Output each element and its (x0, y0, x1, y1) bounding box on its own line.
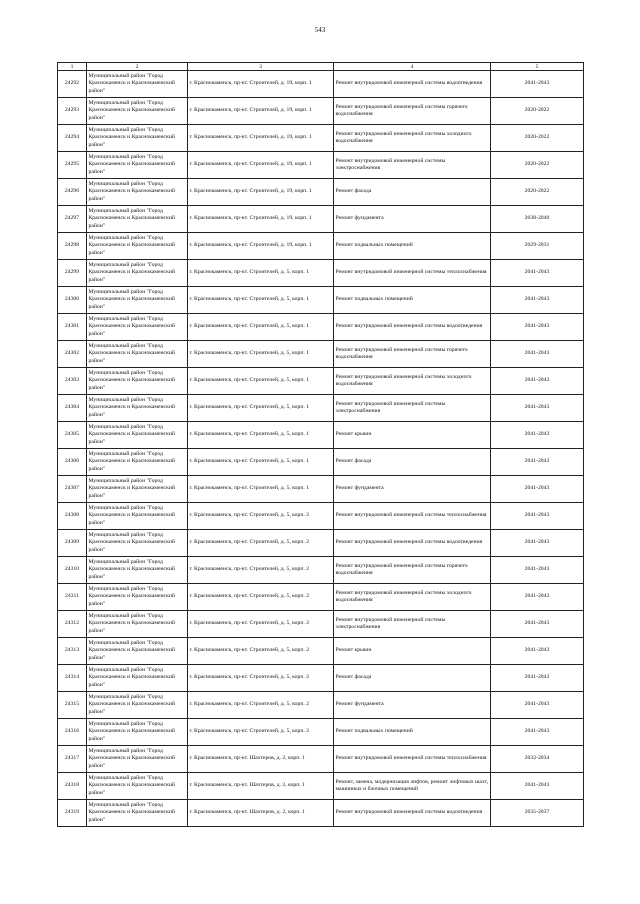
period-cell: 2041-2043 (491, 530, 584, 557)
municipality-cell: Муниципальный район "Город Краснокаменск и Краснокаменский район" (87, 233, 188, 260)
period-cell: 2041-2043 (491, 314, 584, 341)
table-row (58, 314, 584, 341)
municipality-cell: Муниципальный район "Город Краснокаменск и Краснокаменский район" (87, 152, 188, 179)
table-row (58, 773, 584, 800)
address-cell: г. Краснокаменск, пр-кт. Строителей, д. 5, корп. 1 (188, 341, 334, 368)
row-number-cell: 24304 (58, 395, 87, 422)
column-header-1: 1 (58, 63, 87, 71)
table-row (58, 287, 584, 314)
period-cell: 2035-2037 (491, 800, 584, 827)
row-number-cell: 24295 (58, 152, 87, 179)
work-type-cell: Ремонт внутридомовой инженерной системы теплоснабжения (334, 260, 491, 287)
row-number-cell: 24309 (58, 530, 87, 557)
register-table (57, 62, 584, 827)
period-cell: 2041-2043 (491, 287, 584, 314)
address-cell: г. Краснокаменск, пр-кт. Строителей, д. 19, корп. 1 (188, 179, 334, 206)
municipality-cell: Муниципальный район "Город Краснокаменск и Краснокаменский район" (87, 638, 188, 665)
work-type-cell: Ремонт подвальных помещений (334, 287, 491, 314)
page-number: 543 (314, 26, 326, 34)
address-cell: г. Краснокаменск, пр-кт. Строителей, д. 5, корп. 2 (188, 530, 334, 557)
municipality-cell: Муниципальный район "Город Краснокаменск и Краснокаменский район" (87, 719, 188, 746)
municipality-cell: Муниципальный район "Город Краснокаменск и Краснокаменский район" (87, 260, 188, 287)
municipality-cell: Муниципальный район "Город Краснокаменск и Краснокаменский район" (87, 692, 188, 719)
municipality-cell: Муниципальный район "Город Краснокаменск и Краснокаменский район" (87, 125, 188, 152)
address-cell: г. Краснокаменск, пр-кт. Строителей, д. 5, корп. 2 (188, 638, 334, 665)
row-number-cell: 24292 (58, 71, 87, 98)
work-type-cell: Ремонт внутридомовой инженерной системы холодного водоснабжения (334, 368, 491, 395)
table-row (58, 71, 584, 98)
table-row (58, 368, 584, 395)
row-number-cell: 24296 (58, 179, 87, 206)
period-cell: 2041-2043 (491, 557, 584, 584)
municipality-cell: Муниципальный район "Город Краснокаменск и Краснокаменский район" (87, 530, 188, 557)
row-number-cell: 24314 (58, 665, 87, 692)
period-cell: 2041-2043 (491, 449, 584, 476)
period-cell: 2041-2043 (491, 584, 584, 611)
municipality-cell: Муниципальный район "Город Краснокаменск и Краснокаменский район" (87, 422, 188, 449)
address-cell: г. Краснокаменск, пр-кт. Строителей, д. 5, корп. 1 (188, 260, 334, 287)
row-number-cell: 24307 (58, 476, 87, 503)
address-cell: г. Краснокаменск, пр-кт. Строителей, д. 19, корп. 1 (188, 98, 334, 125)
address-cell: г. Краснокаменск, пр-кт. Строителей, д. 5, корп. 2 (188, 503, 334, 530)
row-number-cell: 24299 (58, 260, 87, 287)
address-cell: г. Краснокаменск, пр-кт. Шахтеров, д. 2, корп. 1 (188, 800, 334, 827)
period-cell: 2041-2043 (491, 638, 584, 665)
address-cell: г. Краснокаменск, пр-кт. Строителей, д. 5, корп. 1 (188, 368, 334, 395)
municipality-cell: Муниципальный район "Город Краснокаменск и Краснокаменский район" (87, 503, 188, 530)
period-cell: 2038-2040 (491, 206, 584, 233)
work-type-cell: Ремонт внутридомовой инженерной системы водоотведения (334, 800, 491, 827)
work-type-cell: Ремонт крыши (334, 638, 491, 665)
address-cell: г. Краснокаменск, пр-кт. Строителей, д. 5, корп. 2 (188, 692, 334, 719)
table-row (58, 557, 584, 584)
municipality-cell: Муниципальный район "Город Краснокаменск и Краснокаменский район" (87, 287, 188, 314)
table-header-row (58, 63, 584, 71)
period-cell: 2041-2043 (491, 692, 584, 719)
period-cell: 2041-2043 (491, 503, 584, 530)
table-row (58, 584, 584, 611)
row-number-cell: 24313 (58, 638, 87, 665)
address-cell: г. Краснокаменск, пр-кт. Строителей, д. 5, корп. 2 (188, 584, 334, 611)
period-cell: 2041-2043 (491, 611, 584, 638)
period-cell: 2020-2022 (491, 152, 584, 179)
period-cell: 2041-2043 (491, 422, 584, 449)
work-type-cell: Ремонт фундамента (334, 692, 491, 719)
period-cell: 2041-2043 (491, 260, 584, 287)
municipality-cell: Муниципальный район "Город Краснокаменск и Краснокаменский район" (87, 665, 188, 692)
row-number-cell: 24308 (58, 503, 87, 530)
period-cell: 2041-2043 (491, 395, 584, 422)
row-number-cell: 24316 (58, 719, 87, 746)
work-type-cell: Ремонт внутридомовой инженерной системы водоотведения (334, 530, 491, 557)
work-type-cell: Ремонт фасада (334, 665, 491, 692)
table-row (58, 665, 584, 692)
row-number-cell: 24312 (58, 611, 87, 638)
municipality-cell: Муниципальный район "Город Краснокаменск и Краснокаменский район" (87, 584, 188, 611)
municipality-cell: Муниципальный район "Город Краснокаменск и Краснокаменский район" (87, 71, 188, 98)
address-cell: г. Краснокаменск, пр-кт. Строителей, д. 19, корп. 1 (188, 233, 334, 260)
address-cell: г. Краснокаменск, пр-кт. Шахтеров, д. 2, корп. 1 (188, 773, 334, 800)
row-number-cell: 24310 (58, 557, 87, 584)
column-header-5: 5 (491, 63, 584, 71)
work-type-cell: Ремонт внутридомовой инженерной системы электроснабжения (334, 395, 491, 422)
column-header-4: 4 (334, 63, 491, 71)
work-type-cell: Ремонт внутридомовой инженерной системы горячего водоснабжения (334, 557, 491, 584)
municipality-cell: Муниципальный район "Город Краснокаменск и Краснокаменский район" (87, 179, 188, 206)
table-row (58, 719, 584, 746)
table-row (58, 611, 584, 638)
table-row (58, 746, 584, 773)
municipality-cell: Муниципальный район "Город Краснокаменск и Краснокаменский район" (87, 800, 188, 827)
municipality-cell: Муниципальный район "Город Краснокаменск и Краснокаменский район" (87, 206, 188, 233)
table-row (58, 179, 584, 206)
table-row (58, 476, 584, 503)
work-type-cell: Ремонт внутридомовой инженерной системы водоотведения (334, 71, 491, 98)
period-cell: 2029-2031 (491, 233, 584, 260)
work-type-cell: Ремонт фундамента (334, 206, 491, 233)
period-cell: 2020-2022 (491, 98, 584, 125)
row-number-cell: 24318 (58, 773, 87, 800)
work-type-cell: Ремонт, замена, модернизация лифтов, ремонт лифтовых шахт, машинных и блочных помещений (334, 773, 491, 800)
table-row (58, 98, 584, 125)
row-number-cell: 24306 (58, 449, 87, 476)
municipality-cell: Муниципальный район "Город Краснокаменск и Краснокаменский район" (87, 341, 188, 368)
row-number-cell: 24298 (58, 233, 87, 260)
row-number-cell: 24301 (58, 314, 87, 341)
work-type-cell: Ремонт фасада (334, 179, 491, 206)
municipality-cell: Муниципальный район "Город Краснокаменск и Краснокаменский район" (87, 449, 188, 476)
municipality-cell: Муниципальный район "Город Краснокаменск и Краснокаменский район" (87, 746, 188, 773)
address-cell: г. Краснокаменск, пр-кт. Строителей, д. 5, корп. 1 (188, 314, 334, 341)
row-number-cell: 24302 (58, 341, 87, 368)
address-cell: г. Краснокаменск, пр-кт. Строителей, д. 5, корп. 2 (188, 557, 334, 584)
work-type-cell: Ремонт фасада (334, 449, 491, 476)
work-type-cell: Ремонт подвальных помещений (334, 233, 491, 260)
address-cell: г. Краснокаменск, пр-кт. Строителей, д. 19, корп. 1 (188, 71, 334, 98)
municipality-cell: Муниципальный район "Город Краснокаменск и Краснокаменский район" (87, 314, 188, 341)
table-row (58, 260, 584, 287)
table-row (58, 692, 584, 719)
work-type-cell: Ремонт внутридомовой инженерной системы горячего водоснабжения (334, 341, 491, 368)
work-type-cell: Ремонт внутридомовой инженерной системы теплоснабжения (334, 503, 491, 530)
municipality-cell: Муниципальный район "Город Краснокаменск и Краснокаменский район" (87, 773, 188, 800)
period-cell: 2032-2034 (491, 746, 584, 773)
work-type-cell: Ремонт фундамента (334, 476, 491, 503)
period-cell: 2020-2022 (491, 179, 584, 206)
row-number-cell: 24319 (58, 800, 87, 827)
municipality-cell: Муниципальный район "Город Краснокаменск и Краснокаменский район" (87, 557, 188, 584)
table-row (58, 503, 584, 530)
table-row (58, 422, 584, 449)
row-number-cell: 24303 (58, 368, 87, 395)
row-number-cell: 24300 (58, 287, 87, 314)
table-row (58, 206, 584, 233)
work-type-cell: Ремонт внутридомовой инженерной системы холодного водоснабжения (334, 584, 491, 611)
work-type-cell: Ремонт подвальных помещений (334, 719, 491, 746)
row-number-cell: 24311 (58, 584, 87, 611)
municipality-cell: Муниципальный район "Город Краснокаменск и Краснокаменский район" (87, 611, 188, 638)
work-type-cell: Ремонт внутридомовой инженерной системы горячего водоснабжения (334, 98, 491, 125)
row-number-cell: 24297 (58, 206, 87, 233)
column-header-2: 2 (87, 63, 188, 71)
period-cell: 2041-2043 (491, 476, 584, 503)
address-cell: г. Краснокаменск, пр-кт. Строителей, д. 19, корп. 1 (188, 125, 334, 152)
work-type-cell: Ремонт внутридомовой инженерной системы теплоснабжения (334, 746, 491, 773)
row-number-cell: 24293 (58, 98, 87, 125)
municipality-cell: Муниципальный район "Город Краснокаменск и Краснокаменский район" (87, 476, 188, 503)
address-cell: г. Краснокаменск, пр-кт. Строителей, д. 5, корп. 1 (188, 476, 334, 503)
period-cell: 2041-2043 (491, 719, 584, 746)
row-number-cell: 24305 (58, 422, 87, 449)
table-row (58, 395, 584, 422)
table-body (58, 71, 584, 827)
table-row (58, 449, 584, 476)
work-type-cell: Ремонт внутридомовой инженерной системы холодного водоснабжения (334, 125, 491, 152)
period-cell: 2041-2043 (491, 773, 584, 800)
address-cell: г. Краснокаменск, пр-кт. Строителей, д. 5, корп. 1 (188, 449, 334, 476)
address-cell: г. Краснокаменск, пр-кт. Строителей, д. 5, корп. 2 (188, 611, 334, 638)
table-row (58, 125, 584, 152)
work-type-cell: Ремонт крыши (334, 422, 491, 449)
work-type-cell: Ремонт внутридомовой инженерной системы электроснабжения (334, 152, 491, 179)
row-number-cell: 24294 (58, 125, 87, 152)
table-row (58, 800, 584, 827)
work-type-cell: Ремонт внутридомовой инженерной системы водоотведения (334, 314, 491, 341)
work-type-cell: Ремонт внутридомовой инженерной системы электроснабжения (334, 611, 491, 638)
municipality-cell: Муниципальный район "Город Краснокаменск и Краснокаменский район" (87, 98, 188, 125)
table-row (58, 233, 584, 260)
row-number-cell: 24315 (58, 692, 87, 719)
address-cell: г. Краснокаменск, пр-кт. Строителей, д. 5, корп. 2 (188, 665, 334, 692)
period-cell: 2041-2043 (491, 665, 584, 692)
address-cell: г. Краснокаменск, пр-кт. Строителей, д. 5, корп. 1 (188, 422, 334, 449)
period-cell: 2020-2022 (491, 125, 584, 152)
address-cell: г. Краснокаменск, пр-кт. Строителей, д. 5, корп. 2 (188, 719, 334, 746)
address-cell: г. Краснокаменск, пр-кт. Шахтеров, д. 2, корп. 1 (188, 746, 334, 773)
period-cell: 2041-2043 (491, 368, 584, 395)
address-cell: г. Краснокаменск, пр-кт. Строителей, д. 5, корп. 1 (188, 287, 334, 314)
municipality-cell: Муниципальный район "Город Краснокаменск и Краснокаменский район" (87, 368, 188, 395)
address-cell: г. Краснокаменск, пр-кт. Строителей, д. 19, корп. 1 (188, 206, 334, 233)
address-cell: г. Краснокаменск, пр-кт. Строителей, д. 5, корп. 1 (188, 395, 334, 422)
period-cell: 2041-2043 (491, 341, 584, 368)
table-row (58, 152, 584, 179)
row-number-cell: 24317 (58, 746, 87, 773)
municipality-cell: Муниципальный район "Город Краснокаменск и Краснокаменский район" (87, 395, 188, 422)
table-row (58, 530, 584, 557)
table-row (58, 341, 584, 368)
period-cell: 2041-2043 (491, 71, 584, 98)
column-header-3: 3 (188, 63, 334, 71)
table-row (58, 638, 584, 665)
address-cell: г. Краснокаменск, пр-кт. Строителей, д. 19, корп. 1 (188, 152, 334, 179)
